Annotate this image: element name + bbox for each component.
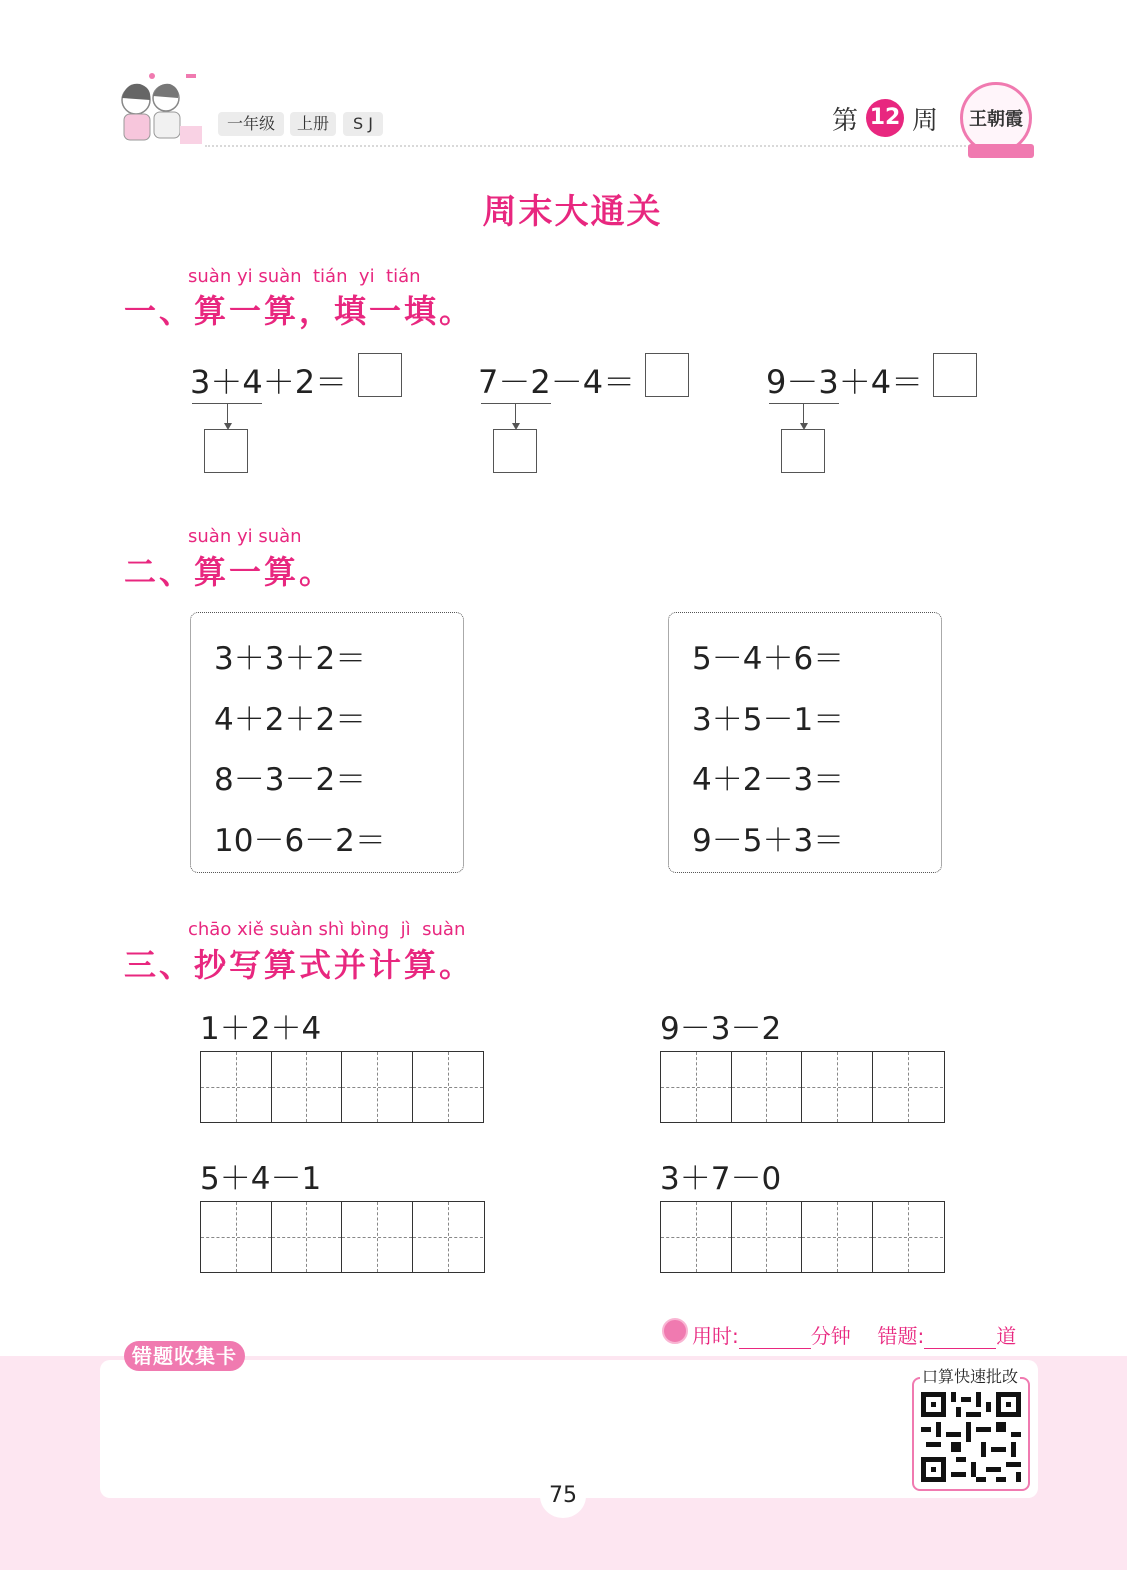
timing-row: [692, 1320, 1016, 1349]
time-unit: 分钟: [810, 1324, 851, 1348]
grid-cell[interactable]: [732, 1202, 803, 1272]
mistake-card-title: 错题收集卡: [124, 1341, 245, 1371]
grid-cell[interactable]: [342, 1052, 413, 1122]
calc-line: 4＋2＋2＝: [214, 702, 367, 738]
copy-expr: 5＋4－1: [200, 1161, 322, 1197]
grid-cell[interactable]: [413, 1202, 484, 1272]
writing-grid[interactable]: [660, 1201, 945, 1273]
fill-problem-expr: 3＋4＋2＝: [190, 363, 348, 401]
grid-cell[interactable]: [342, 1202, 413, 1272]
page-number: 75: [540, 1474, 586, 1518]
time-blank[interactable]: [739, 1348, 811, 1349]
volume-tag: 上册: [290, 112, 336, 136]
week-suffix: 周: [912, 106, 939, 136]
copy-expr: 9－3－2: [660, 1011, 782, 1047]
intermediate-box[interactable]: [204, 429, 248, 473]
section2-pinyin: suàn yi suàn: [188, 526, 302, 547]
grid-cell[interactable]: [661, 1202, 732, 1272]
kids-illustration: [108, 70, 208, 155]
stopwatch-icon: [662, 1318, 688, 1344]
grid-cell[interactable]: [873, 1202, 944, 1272]
header-divider: [205, 145, 970, 147]
calc-line: 5－4＋6＝: [692, 641, 845, 677]
writing-grid[interactable]: [200, 1201, 485, 1273]
section3-title: 三、抄写算式并计算。: [124, 946, 475, 984]
calc-line: 4＋2－3＝: [692, 762, 845, 798]
answer-box[interactable]: [358, 353, 402, 397]
time-label: 用时:: [692, 1324, 739, 1348]
section3-pinyin: chāo xiě suàn shì bìng jì suàn: [188, 919, 466, 940]
bracket-line: [769, 403, 839, 404]
writing-grid[interactable]: [660, 1051, 945, 1123]
grid-cell[interactable]: [201, 1202, 272, 1272]
week-number-badge: 12: [866, 99, 904, 137]
grid-cell[interactable]: [201, 1052, 272, 1122]
grid-cell[interactable]: [272, 1052, 343, 1122]
seal-ribbon: [968, 144, 1034, 158]
writing-grid[interactable]: [200, 1051, 484, 1123]
seal-text: 王朝霞: [969, 109, 1023, 130]
grid-cell[interactable]: [802, 1052, 873, 1122]
section2-title: 二、算一算。: [124, 553, 335, 591]
page-title: 周末大通关: [482, 192, 663, 232]
grid-cell[interactable]: [732, 1052, 803, 1122]
grid-cell[interactable]: [873, 1052, 944, 1122]
fill-problem-expr: 9－3＋4＝: [766, 363, 924, 401]
answer-box[interactable]: [933, 353, 977, 397]
section1-title: 一、算一算，填一填。: [124, 292, 475, 330]
section1-pinyin: suàn yi suàn tián yi tián: [188, 266, 421, 287]
fill-problem-expr: 7－2－4＝: [478, 363, 636, 401]
copy-expr: 1＋2＋4: [200, 1011, 322, 1047]
errors-blank[interactable]: [924, 1348, 996, 1349]
errors-unit: 道: [996, 1324, 1017, 1348]
week-prefix: 第: [832, 106, 859, 136]
intermediate-box[interactable]: [493, 429, 537, 473]
calc-line: 9－5＋3＝: [692, 823, 845, 859]
grade-tag: 一年级: [218, 112, 284, 136]
intermediate-box[interactable]: [781, 429, 825, 473]
answer-box[interactable]: [645, 353, 689, 397]
errors-label: 错题:: [877, 1324, 925, 1348]
calc-line: 8－3－2＝: [214, 762, 367, 798]
calc-line: 10－6－2＝: [214, 823, 386, 859]
qr-code-icon: [921, 1391, 1021, 1483]
bracket-line: [481, 403, 551, 404]
grid-cell[interactable]: [802, 1202, 873, 1272]
qr-label: 口算快速批改: [920, 1364, 1020, 1387]
calc-line: 3＋5－1＝: [692, 702, 845, 738]
edition-tag: S J: [343, 112, 383, 136]
copy-expr: 3＋7－0: [660, 1161, 782, 1197]
qr-code-frame[interactable]: [912, 1377, 1030, 1491]
grid-cell[interactable]: [661, 1052, 732, 1122]
calc-line: 3＋3＋2＝: [214, 641, 367, 677]
grid-cell[interactable]: [413, 1052, 484, 1122]
grid-cell[interactable]: [272, 1202, 343, 1272]
